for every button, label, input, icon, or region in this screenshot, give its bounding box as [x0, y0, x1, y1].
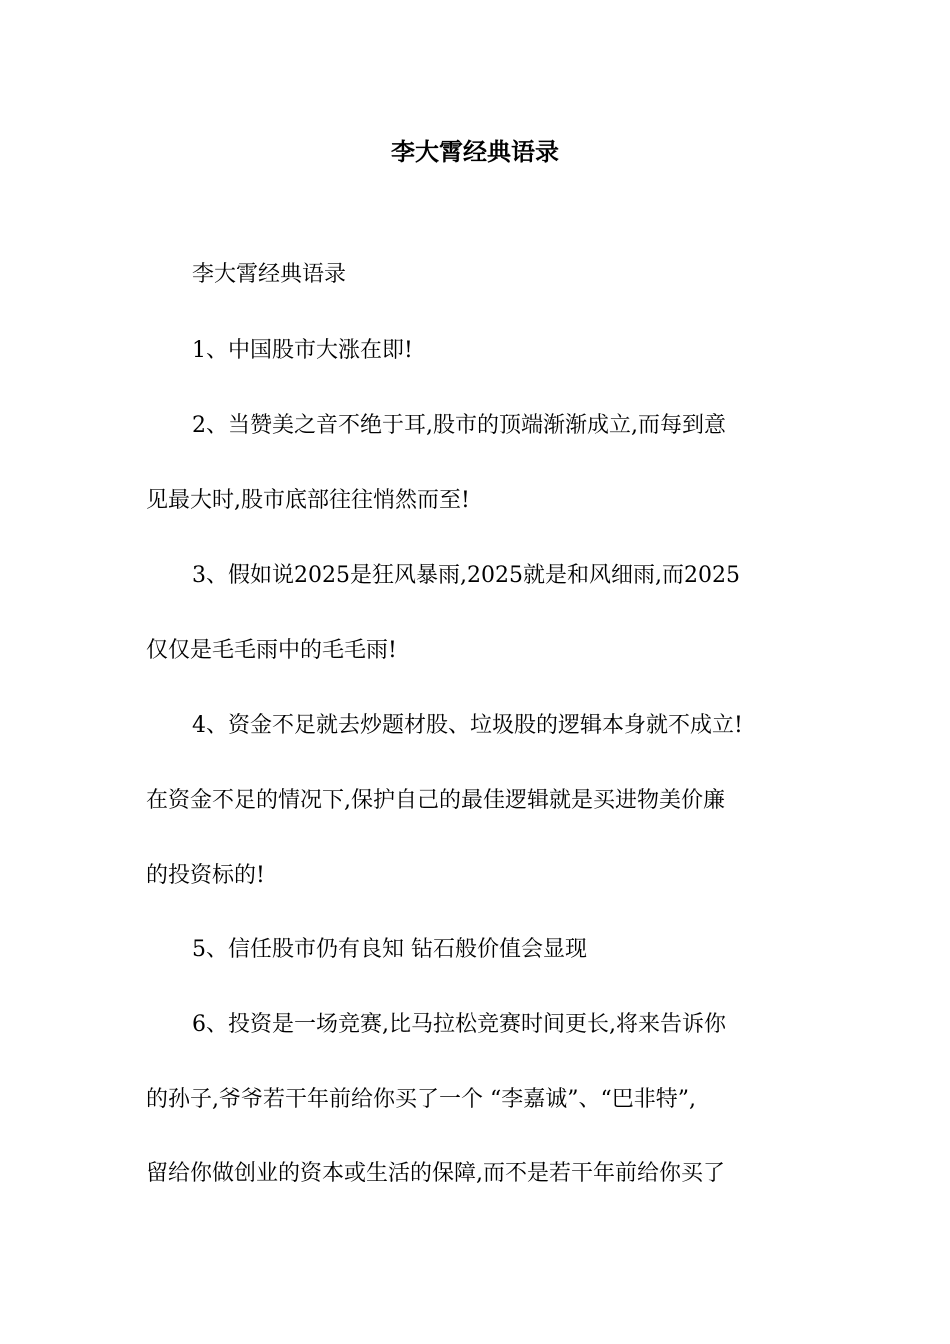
paragraph-line: 6、投资是一场竞赛,比马拉松竞赛时间更长,将来告诉你: [192, 1012, 726, 1037]
paragraph-line: 1、中国股市大涨在即!: [192, 338, 413, 363]
paragraph-line: 的投资标的!: [146, 863, 265, 888]
paragraph-line: 4、资金不足就去炒题材股、垃圾股的逻辑本身就不成立!: [192, 713, 743, 738]
paragraph-line: 3、假如说2025是狂风暴雨,2025就是和风细雨,而2025: [192, 563, 740, 588]
paragraph-line: 在资金不足的情况下,保护自己的最佳逻辑就是买进物美价廉: [146, 788, 725, 813]
document-title: 李大霄经典语录: [391, 137, 559, 166]
paragraph-line: 留给你做创业的资本或生活的保障,而不是若干年前给你买了: [146, 1161, 725, 1186]
paragraph-line: 仅仅是毛毛雨中的毛毛雨!: [146, 638, 397, 663]
paragraph-line: 见最大时,股市底部往往悄然而至!: [146, 488, 470, 513]
paragraph-line: 5、信任股市仍有良知 钻石般价值会显现: [192, 937, 587, 962]
paragraph-line: 李大霄经典语录: [192, 262, 347, 287]
paragraph-line: 的孙子,爷爷若干年前给你买了一个 “李嘉诚”、“巴非特”,: [146, 1087, 696, 1112]
paragraph-line: 2、当赞美之音不绝于耳,股市的顶端渐渐成立,而每到意: [192, 413, 726, 438]
